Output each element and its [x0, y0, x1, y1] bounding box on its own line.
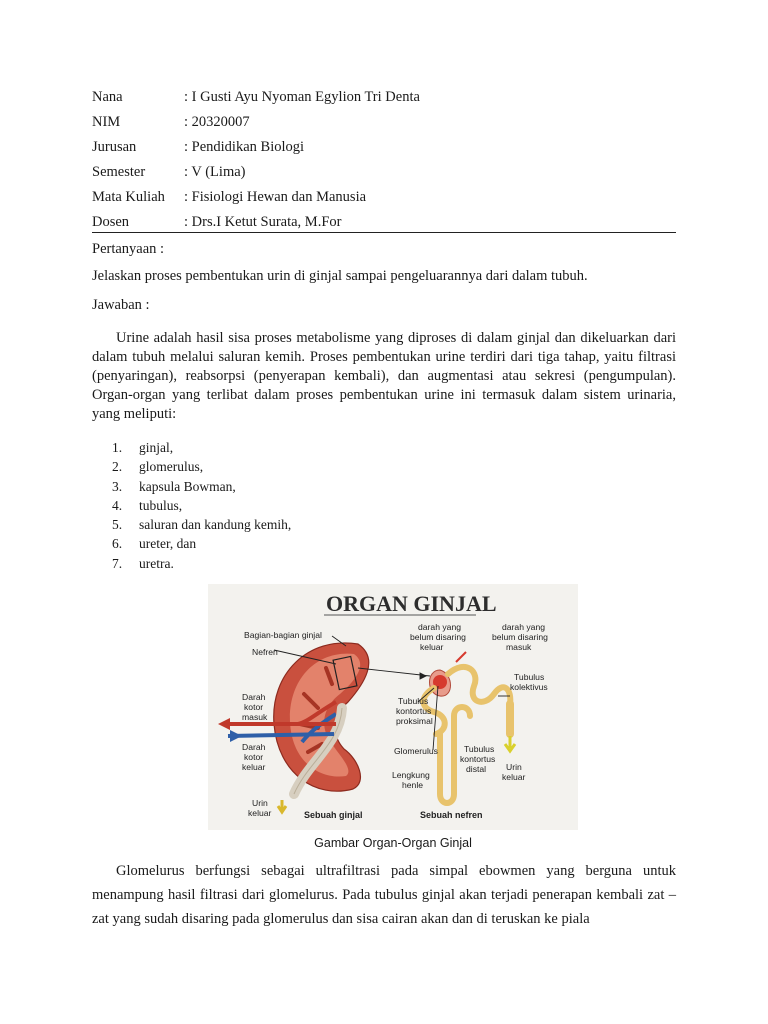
list-text: ureter, dan — [139, 536, 197, 552]
identity-key: NIM — [92, 114, 121, 130]
label-darah-kotor-keluar: keluar — [242, 762, 266, 772]
list-text: uretra. — [139, 555, 174, 571]
label-urin-keluar-right: Urin — [506, 762, 522, 772]
identity-key: Nana — [92, 89, 123, 105]
identity-key: Semester — [92, 164, 146, 180]
list-text: tubulus, — [139, 497, 183, 513]
answer-label: Jawaban : — [92, 297, 150, 313]
header-divider — [92, 232, 676, 233]
label-tubulus-distal: Tubulus — [464, 744, 495, 754]
label-darah-kotor-masuk: Darah — [242, 692, 266, 702]
answer-paragraph-2: Glomelurus berfungsi sebagai ultrafiltrasi pada simpal ebowmen yang berguna untuk menampung hasil filtrasi dari glomelurus. Pada tubulus ginjal akan terjadi penerapan kembali zat – zat yang sudah disaring pada glomerulus dan sisa cairan akan dan di teruskan ke piala — [92, 863, 676, 927]
list-number: 2. — [112, 459, 123, 475]
list-item — [112, 457, 291, 476]
organ-list — [112, 438, 291, 573]
identity-value: : 20320007 — [184, 114, 250, 130]
identity-key: Jurusan — [92, 139, 137, 155]
label-tubulus-kolektivus: Tubulus — [514, 672, 545, 682]
label-urin-keluar-left: keluar — [248, 808, 272, 818]
identity-row-jurusan — [92, 136, 676, 161]
label-tubulus-proksimal: proksimal — [396, 716, 433, 726]
label-darah-belum-disaring-keluar: keluar — [420, 642, 444, 652]
identity-table — [92, 86, 676, 236]
label-darah-kotor-masuk: kotor — [244, 702, 264, 712]
list-text: kapsula Bowman, — [139, 478, 236, 494]
list-text: ginjal, — [139, 440, 174, 455]
list-number: 1. — [112, 440, 123, 455]
identity-value: : Pendidikan Biologi — [184, 139, 305, 155]
list-text: saluran dan kandung kemih, — [139, 517, 292, 533]
figure-title: ORGAN GINJAL — [326, 591, 497, 616]
label-darah-belum-disaring-masuk: darah yang — [502, 622, 546, 632]
label-darah-kotor-keluar: Darah — [242, 742, 266, 752]
list-number: 7. — [112, 555, 123, 571]
identity-row-name — [92, 86, 676, 111]
label-nefren: Nefren — [252, 647, 278, 657]
list-text: glomerulus, — [139, 459, 204, 475]
answer-paragraph-1: Urine adalah hasil sisa proses metabolisme yang diproses di dalam ginjal dan dikeluarkan dari dalam tubuh melalui saluran kemih. Proses pembentukan urine terdiri dari tiga tahap, yaitu filtrasi (penyaringan), reabsorpsi (penyerapan kembali), dan augmentasi atau sekresi (pengumpulan). Organ-organ yang terlibat dalam proses pembentukan urine ini termasuk dalam sistem urinaria, yang meliputi: — [92, 330, 676, 422]
label-urin-keluar-left: Urin — [252, 798, 268, 808]
list-number: 3. — [112, 478, 123, 494]
list-item — [112, 554, 291, 573]
identity-value: : I Gusti Ayu Nyoman Egylion Tri Denta — [184, 89, 420, 105]
label-darah-belum-disaring-keluar: belum disaring — [410, 632, 466, 642]
label-darah-kotor-masuk: masuk — [242, 712, 268, 722]
identity-value: : Fisiologi Hewan dan Manusia — [184, 189, 367, 205]
list-number: 4. — [112, 497, 123, 513]
list-item — [112, 477, 291, 496]
figure-caption: Gambar Organ-Organ Ginjal — [314, 836, 472, 850]
label-lengkung-henle: henle — [402, 780, 424, 790]
identity-key: Mata Kuliah — [92, 189, 165, 205]
label-urin-keluar-right: keluar — [502, 772, 526, 782]
question-label: Pertanyaan : — [92, 241, 165, 257]
label-darah-belum-disaring-masuk: masuk — [506, 642, 532, 652]
label-sebuah-ginjal: Sebuah ginjal — [304, 810, 363, 820]
identity-row-mata-kuliah — [92, 186, 676, 211]
label-darah-belum-disaring-keluar: darah yang — [418, 622, 462, 632]
identity-value: : Drs.I Ketut Surata, M.For — [184, 214, 342, 230]
list-item — [112, 534, 291, 553]
list-item — [112, 496, 291, 515]
label-glomerulus: Glomerulus — [394, 746, 438, 756]
label-tubulus-distal: distal — [466, 764, 487, 774]
identity-value: : V (Lima) — [184, 164, 246, 180]
list-item — [112, 438, 291, 457]
label-sebuah-nefren: Sebuah nefren — [420, 810, 483, 820]
list-number: 5. — [112, 517, 123, 533]
label-tubulus-distal: kontortus — [460, 754, 496, 764]
question-text: Jelaskan proses pembentukan urin di ginjal sampai pengeluarannya dari dalam tubuh. — [92, 268, 588, 284]
label-lengkung-henle: Lengkung — [392, 770, 430, 780]
label-tubulus-kolektivus: kolektivus — [510, 682, 548, 692]
identity-row-nim — [92, 111, 676, 136]
label-bagian-ginjal: Bagian-bagian ginjal — [244, 630, 322, 640]
list-item — [112, 515, 291, 534]
list-number: 6. — [112, 536, 123, 552]
label-darah-kotor-keluar: kotor — [244, 752, 264, 762]
kidney-illustration — [218, 643, 369, 812]
label-tubulus-proksimal: kontortus — [396, 706, 432, 716]
kidney-figure — [208, 584, 578, 830]
identity-key: Dosen — [92, 214, 130, 230]
kidney-diagram — [208, 584, 578, 830]
identity-row-semester — [92, 161, 676, 186]
label-tubulus-proksimal: Tubulus — [398, 696, 429, 706]
label-darah-belum-disaring-masuk: belum disaring — [492, 632, 548, 642]
